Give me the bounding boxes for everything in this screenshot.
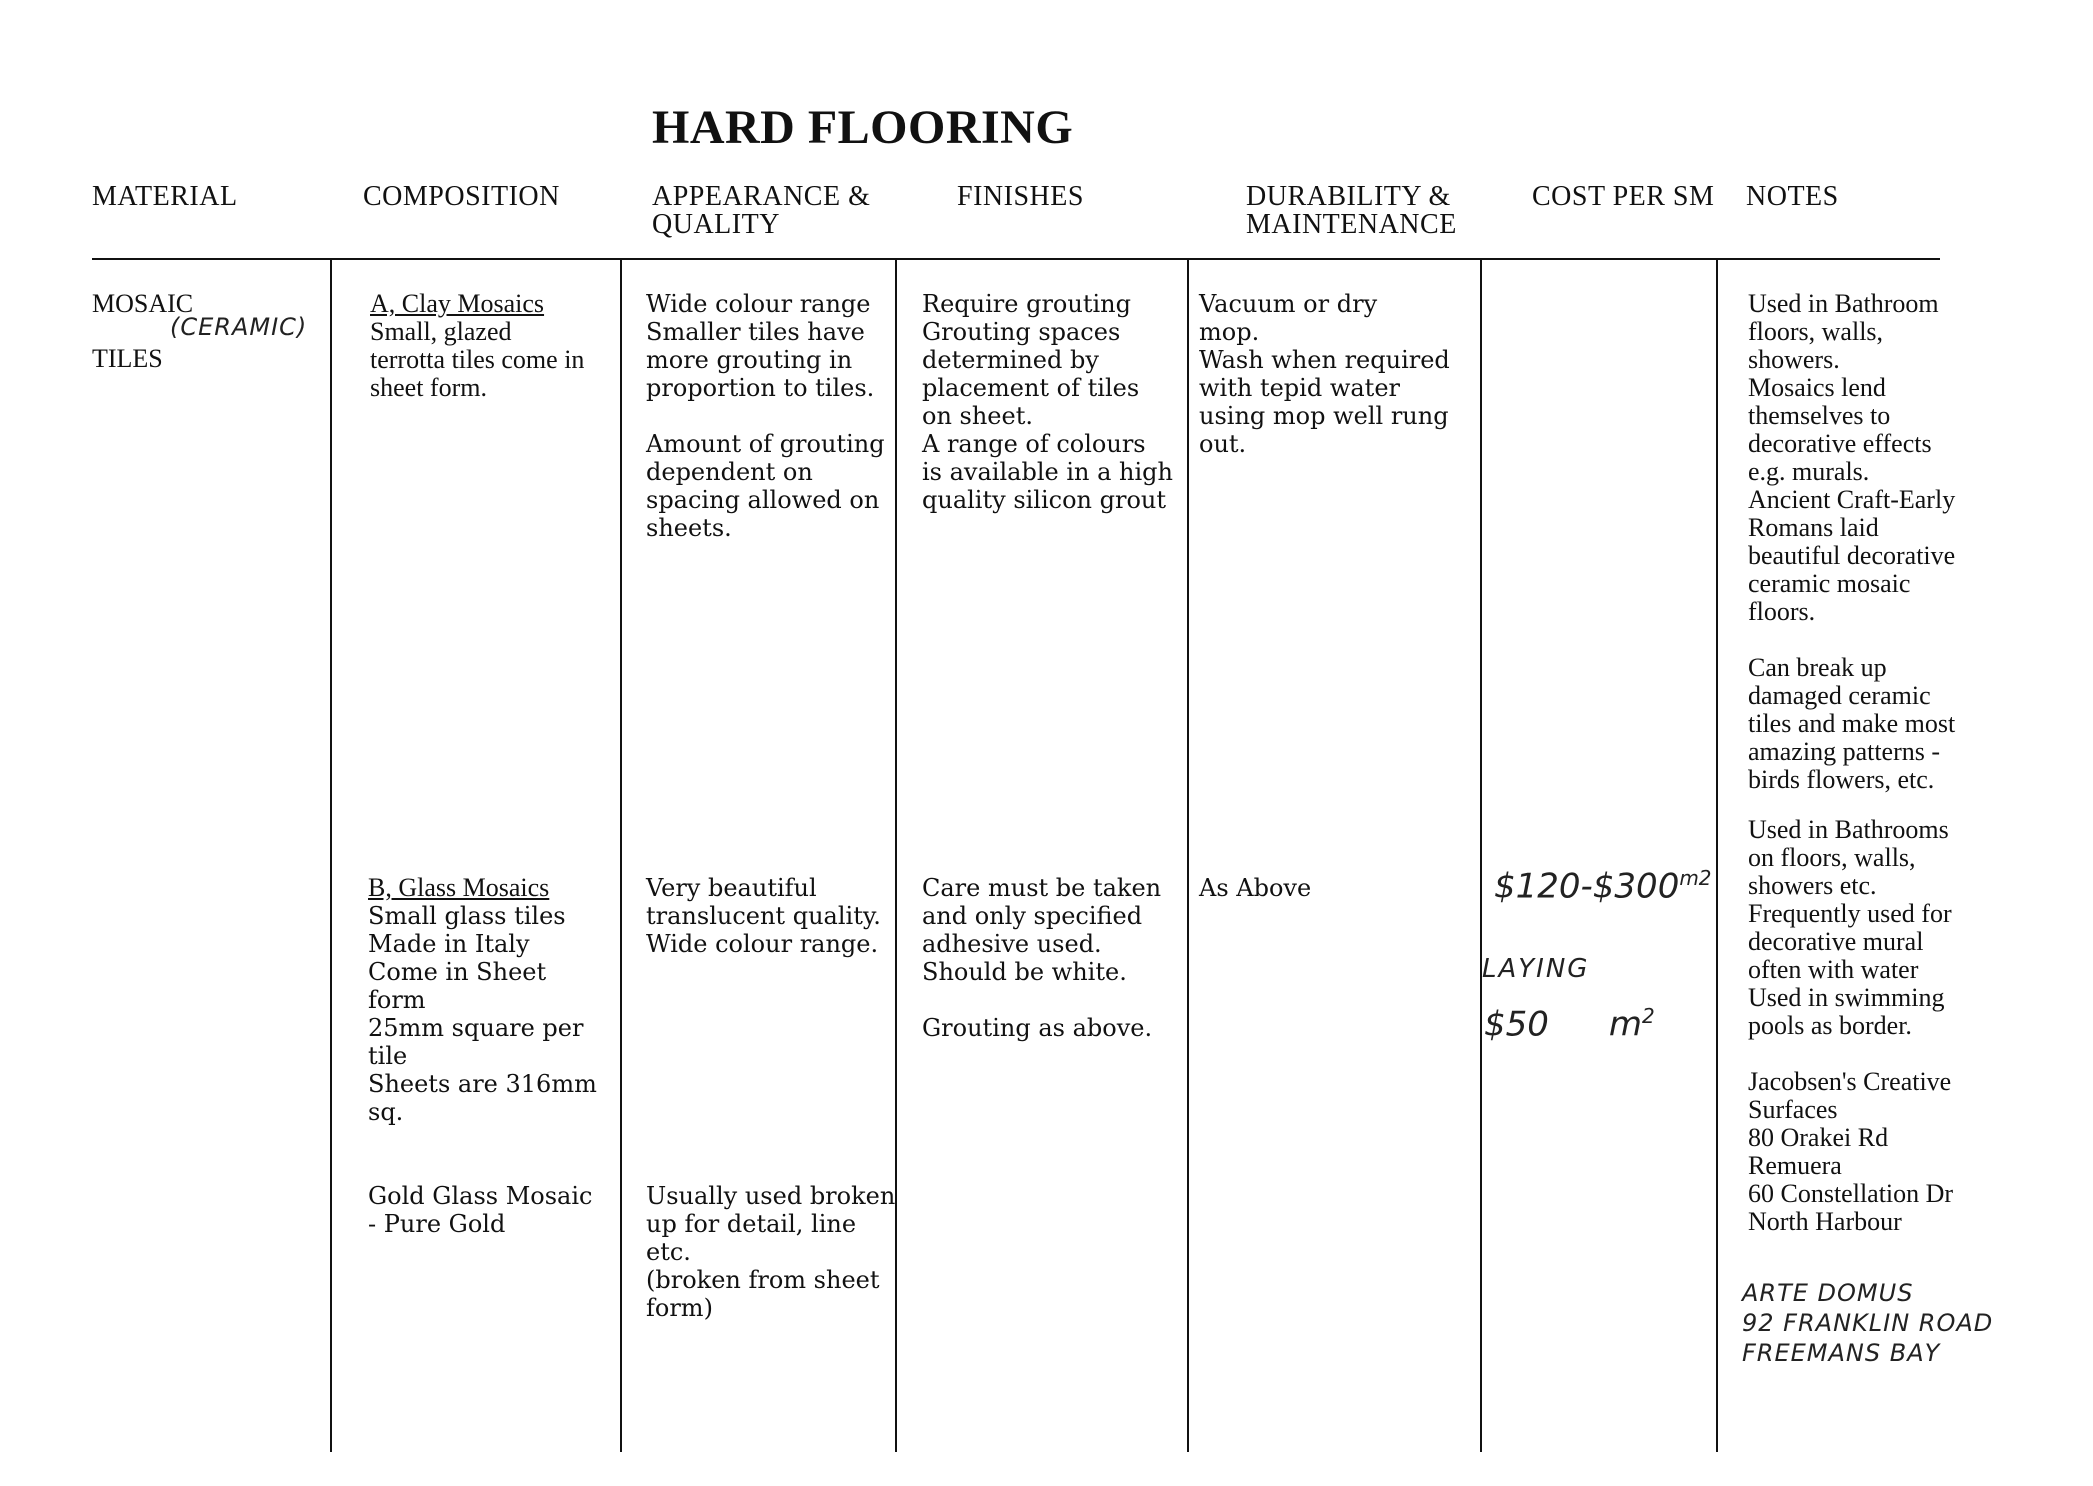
handwritten-ceramic: (CERAMIC) bbox=[170, 313, 308, 341]
handwritten-laying-unit: m bbox=[1608, 1004, 1643, 1045]
header-cost: COST PER SM bbox=[1532, 181, 1715, 212]
glass-finishes: Care must be taken and only specified adhesive used. Should be white. Grouting as above. bbox=[922, 874, 1162, 1042]
column-divider-5 bbox=[1480, 258, 1482, 1452]
header-composition: COMPOSITION bbox=[363, 181, 560, 212]
handwritten-laying-unit-sup: 2 bbox=[1642, 1004, 1655, 1028]
column-divider-1 bbox=[330, 258, 332, 1452]
handwritten-laying-value: $50 bbox=[1484, 1004, 1549, 1045]
material-line-2: TILES bbox=[92, 344, 163, 373]
header-durability: DURABILITY & MAINTENANCE bbox=[1246, 181, 1457, 240]
handwritten-cost-value: $120-$300 bbox=[1494, 866, 1680, 907]
clay-notes: Used in Bathroom floors, walls, showers. Mosaics lend themselves to decorative effects e.g. murals. Ancient Craft-Early Romans laid beautiful decorative ceramic mosaic floors. Can break up damaged ceramic tiles and make most amazing patterns - birds flowers, etc. bbox=[1748, 289, 1956, 794]
column-divider-6 bbox=[1716, 258, 1718, 1452]
handwritten-cost bbox=[1494, 856, 1712, 908]
handwritten-cost-unit: m2 bbox=[1679, 866, 1712, 890]
glass-durability: As Above bbox=[1199, 874, 1312, 902]
page-title: HARD FLOORING bbox=[652, 101, 1074, 154]
glass-appearance: Very beautiful translucent quality. Wide colour range. bbox=[646, 874, 881, 958]
glass-composition: Small glass tiles Made in Italy Come in Sheet form 25mm square per tile Sheets are 316mm sq. bbox=[368, 902, 597, 1126]
clay-mosaics-heading: A, Clay Mosaics bbox=[370, 289, 545, 318]
handwritten-address: ARTE DOMUS 92 FRANKLIN ROAD FREEMANS BAY bbox=[1742, 1279, 1994, 1367]
column-divider-4 bbox=[1187, 258, 1189, 1452]
header-appearance: APPEARANCE & QUALITY bbox=[652, 181, 871, 240]
column-divider-2 bbox=[620, 258, 622, 1452]
glass-mosaics-heading: B, Glass Mosaics bbox=[368, 873, 550, 902]
clay-finishes: Require grouting Grouting spaces determined by placement of tiles on sheet. A range of colours is available in a high quality silicon grout bbox=[922, 290, 1173, 514]
header-notes: NOTES bbox=[1746, 181, 1839, 212]
material-line-1: MOSAIC bbox=[92, 289, 194, 318]
glass-notes: Used in Bathrooms on floors, walls, showers etc. Frequently used for decorative mural often with water Used in swimming pools as border. Jacobsen's Creative Surfaces 80 Orakei Rd Remuera 60 Constellation Dr North Harbour bbox=[1748, 815, 1954, 1236]
handwritten-laying-label: LAYING bbox=[1482, 954, 1590, 984]
header-rule bbox=[92, 258, 1940, 260]
gold-composition: Gold Glass Mosaic - Pure Gold bbox=[368, 1182, 593, 1238]
gold-appearance: Usually used broken up for detail, line etc. (broken from sheet form) bbox=[646, 1182, 896, 1322]
header-material: MATERIAL bbox=[92, 181, 238, 212]
clay-composition: Small, glazed terrotta tiles come in sheet form. bbox=[370, 317, 585, 402]
clay-appearance: Wide colour range Smaller tiles have more grouting in proportion to tiles. Amount of grouting dependent on spacing allowed on sheets. bbox=[646, 290, 885, 542]
clay-durability: Vacuum or dry mop. Wash when required with tepid water using mop well rung out. bbox=[1199, 290, 1450, 458]
header-finishes: FINISHES bbox=[957, 181, 1084, 212]
handwritten-laying-price bbox=[1484, 994, 1655, 1046]
